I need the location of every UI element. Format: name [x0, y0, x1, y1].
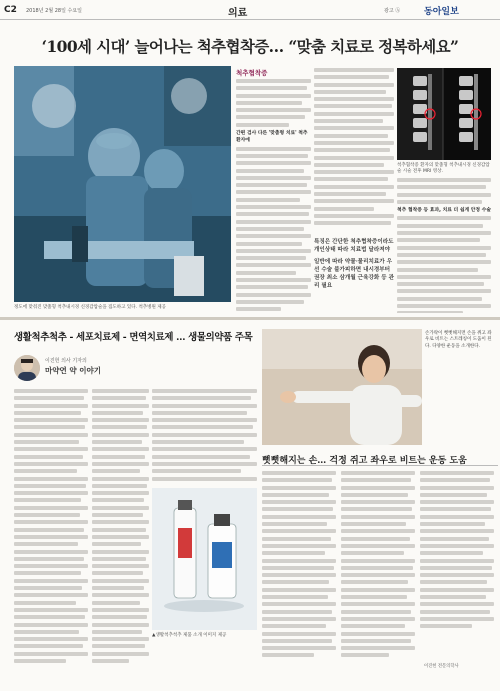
mri-caption: 척추협착증 환자의 맞춤형 척추내시경 신경감압술 시술 전후 MRI 영상.	[397, 163, 490, 174]
article-body-col-1	[236, 79, 311, 311]
article-body-col-2	[314, 68, 394, 234]
mri-image	[397, 68, 491, 160]
exercise-title-rule	[262, 465, 498, 466]
subhead: 척추 협착증 등 효과, 치료 더 쉽게 안정 수술	[397, 208, 491, 214]
article-kicker: 척추협착증	[236, 69, 268, 77]
author-avatar	[14, 355, 40, 381]
column-name: 마약연 약 이야기	[45, 366, 101, 375]
article3-body-col-3	[420, 471, 494, 659]
column-banner-title: 생활척추척추 - 세포치료제 - 면역치료제 … 생물의약품 주목	[14, 332, 253, 343]
article3-body-col-1	[262, 471, 336, 681]
surgery-photo-caption: 정도에 맞춰진 맞춤형 척추내시경 신경감압술을 집도하고 있다. 척추병원 제공	[14, 305, 166, 310]
article2-body-col-3	[152, 389, 257, 485]
page-header	[0, 0, 500, 20]
exercise-photo	[262, 329, 422, 445]
exercise-photo-caption: 손가락이 뻣뻣해지면 손을 쥐고 좌우로 비트는 스트레칭이 도움이 된다. 다양한 운동을 소개한다.	[425, 331, 492, 349]
issue-date: 2018년 2월 28일 수요일	[26, 8, 83, 14]
author-name: 이진헌 의사 기자의	[45, 358, 87, 364]
exercise-article-title: 뻣뻣해지는 손… 걱정 쥐고 좌우로 비트는 운동 도움	[262, 456, 467, 466]
article3-body-col-2	[341, 471, 415, 681]
product-photo-caption: ▲생활척추척추 제품 소개 이미지 제공	[152, 633, 227, 638]
pull-quote: 일반에 따라 약물·물리치료가 우선 수술 불가피하면 내시경부터 권장 최소 삼개월 근육강화 등 관리 필요	[314, 259, 394, 289]
surgery-photo	[14, 66, 231, 302]
ad-marker: 광고 Ⓐ	[384, 8, 401, 14]
page-number: C2	[4, 5, 17, 15]
article2-body-col-2	[92, 389, 149, 679]
article2-body-col-1	[14, 389, 88, 679]
main-headline: ‘100세 시대’ 늘어나는 척추협착증… “맞춤 치료로 정복하세요”	[41, 37, 459, 56]
article-body-col-3	[397, 178, 491, 313]
subhead: 간편 검사 다른 '맞춤형 치료' 척추환자에	[236, 131, 308, 144]
article3-author: 이진헌 전문의학사	[424, 664, 459, 669]
product-photo	[152, 488, 257, 630]
section-divider	[0, 317, 500, 320]
pull-quote: 특징은 간단한 척추협착증이라도 개인상태 따라 치료법 달라져야	[314, 239, 394, 253]
paper-logo: 동아일보	[424, 7, 459, 17]
pull-quote-box	[314, 238, 396, 294]
section-title: 의료	[228, 8, 248, 19]
column-banner	[14, 329, 257, 351]
